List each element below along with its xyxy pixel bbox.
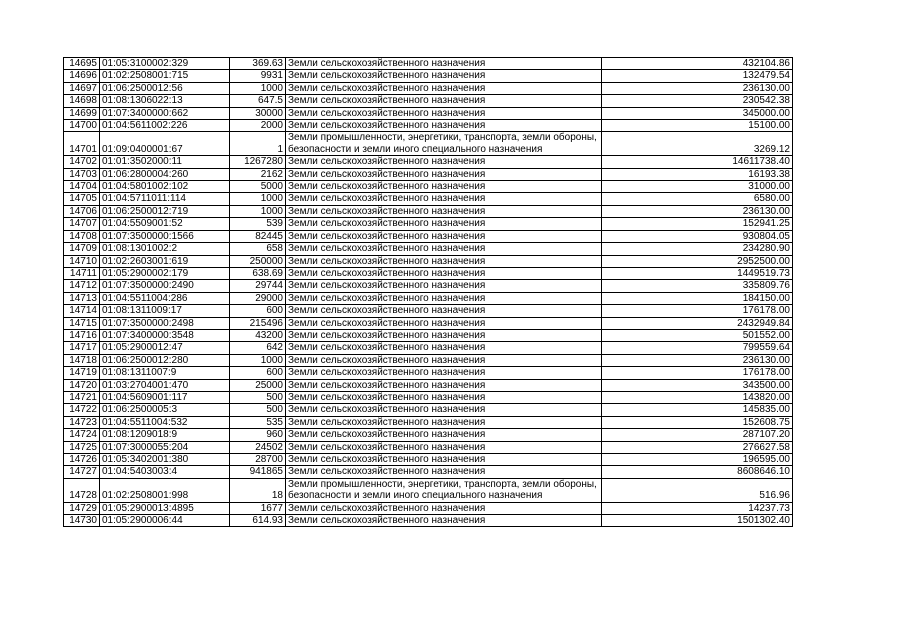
row-number-cell: 14715 [64, 317, 100, 329]
table-row [64, 168, 793, 180]
area-cell: 614.93 [230, 515, 286, 527]
area-cell: 28700 [230, 454, 286, 466]
cadastral-value-cell: 15100.00 [602, 120, 793, 132]
area-cell: 960 [230, 429, 286, 441]
cadastral-value-cell: 143820.00 [602, 391, 793, 403]
cadastral-number-cell: 01:05:2900013:4895 [100, 502, 230, 514]
land-category-cell: Земли сельскохозяйственного назначения [286, 404, 602, 416]
cadastral-value-cell: 3269.12 [602, 132, 793, 156]
area-cell: 642 [230, 342, 286, 354]
area-cell: 24502 [230, 441, 286, 453]
row-number-cell: 14723 [64, 416, 100, 428]
land-category-cell: Земли промышленности, энергетики, транспорта, земли обороны, безопасности и земли иного специального назначения [286, 132, 602, 156]
row-number-cell: 14724 [64, 429, 100, 441]
land-plots-table [63, 57, 793, 527]
row-number-cell: 14721 [64, 391, 100, 403]
land-category-cell: Земли сельскохозяйственного назначения [286, 168, 602, 180]
row-number-cell: 14712 [64, 280, 100, 292]
cadastral-value-cell: 196595.00 [602, 454, 793, 466]
land-category-cell: Земли сельскохозяйственного назначения [286, 58, 602, 70]
table-row [64, 58, 793, 70]
row-number-cell: 14725 [64, 441, 100, 453]
land-category-cell: Земли сельскохозяйственного назначения [286, 95, 602, 107]
row-number-cell: 14696 [64, 70, 100, 82]
area-cell: 29000 [230, 292, 286, 304]
cadastral-number-cell: 01:05:2900006:44 [100, 515, 230, 527]
cadastral-number-cell: 01:02:2508001:715 [100, 70, 230, 82]
cadastral-value-cell: 343500.00 [602, 379, 793, 391]
table-row [64, 317, 793, 329]
land-category-cell: Земли сельскохозяйственного назначения [286, 107, 602, 119]
row-number-cell: 14726 [64, 454, 100, 466]
table-row [64, 454, 793, 466]
row-number-cell: 14706 [64, 205, 100, 217]
row-number-cell: 14698 [64, 95, 100, 107]
table-row [64, 429, 793, 441]
table-row [64, 82, 793, 94]
area-cell: 1000 [230, 193, 286, 205]
land-category-cell: Земли сельскохозяйственного назначения [286, 329, 602, 341]
land-category-cell: Земли сельскохозяйственного назначения [286, 205, 602, 217]
cadastral-number-cell: 01:04:5801002:102 [100, 181, 230, 193]
cadastral-value-cell: 145835.00 [602, 404, 793, 416]
table-row [64, 230, 793, 242]
area-cell: 5000 [230, 181, 286, 193]
cadastral-number-cell: 01:07:3500000:1566 [100, 230, 230, 242]
row-number-cell: 14703 [64, 168, 100, 180]
row-number-cell: 14697 [64, 82, 100, 94]
row-number-cell: 14720 [64, 379, 100, 391]
land-category-cell: Земли сельскохозяйственного назначения [286, 391, 602, 403]
area-cell: 30000 [230, 107, 286, 119]
land-category-cell: Земли сельскохозяйственного назначения [286, 181, 602, 193]
cadastral-number-cell: 01:08:1311007:9 [100, 367, 230, 379]
table-row [64, 391, 793, 403]
cadastral-number-cell: 01:05:2900012:47 [100, 342, 230, 354]
table-row [64, 416, 793, 428]
table-row [64, 181, 793, 193]
row-number-cell: 14722 [64, 404, 100, 416]
cadastral-number-cell: 01:08:1311009:17 [100, 305, 230, 317]
cadastral-number-cell: 01:06:2500012:280 [100, 354, 230, 366]
cadastral-value-cell: 14611738.40 [602, 156, 793, 168]
cadastral-number-cell: 01:05:3100002:329 [100, 58, 230, 70]
cadastral-value-cell: 345000.00 [602, 107, 793, 119]
cadastral-value-cell: 287107.20 [602, 429, 793, 441]
land-category-cell: Земли сельскохозяйственного назначения [286, 230, 602, 242]
row-number-cell: 14729 [64, 502, 100, 514]
area-cell: 29744 [230, 280, 286, 292]
table-row [64, 95, 793, 107]
area-cell: 658 [230, 243, 286, 255]
land-category-cell: Земли сельскохозяйственного назначения [286, 292, 602, 304]
row-number-cell: 14695 [64, 58, 100, 70]
cadastral-value-cell: 930804.05 [602, 230, 793, 242]
cadastral-number-cell: 01:04:5403003:4 [100, 466, 230, 478]
table-row [64, 120, 793, 132]
area-cell: 2162 [230, 168, 286, 180]
land-category-cell: Земли сельскохозяйственного назначения [286, 82, 602, 94]
row-number-cell: 14701 [64, 132, 100, 156]
area-cell: 1677 [230, 502, 286, 514]
table-row [64, 305, 793, 317]
table-row [64, 280, 793, 292]
cadastral-value-cell: 152941.25 [602, 218, 793, 230]
row-number-cell: 14713 [64, 292, 100, 304]
table-row [64, 342, 793, 354]
land-category-cell: Земли сельскохозяйственного назначения [286, 70, 602, 82]
table-row [64, 478, 793, 502]
land-category-cell: Земли сельскохозяйственного назначения [286, 280, 602, 292]
row-number-cell: 14709 [64, 243, 100, 255]
land-category-cell: Земли сельскохозяйственного назначения [286, 515, 602, 527]
area-cell: 638.69 [230, 267, 286, 279]
row-number-cell: 14717 [64, 342, 100, 354]
row-number-cell: 14707 [64, 218, 100, 230]
row-number-cell: 14705 [64, 193, 100, 205]
cadastral-value-cell: 31000.00 [602, 181, 793, 193]
cadastral-value-cell: 1501302.40 [602, 515, 793, 527]
table-row [64, 132, 793, 156]
land-category-cell: Земли сельскохозяйственного назначения [286, 317, 602, 329]
land-category-cell: Земли сельскохозяйственного назначения [286, 454, 602, 466]
land-category-cell: Земли сельскохозяйственного назначения [286, 193, 602, 205]
cadastral-number-cell: 01:04:5611002:226 [100, 120, 230, 132]
cadastral-value-cell: 16193.38 [602, 168, 793, 180]
area-cell: 600 [230, 367, 286, 379]
cadastral-value-cell: 236130.00 [602, 205, 793, 217]
table-row [64, 107, 793, 119]
row-number-cell: 14710 [64, 255, 100, 267]
cadastral-value-cell: 152608.75 [602, 416, 793, 428]
land-category-cell: Земли промышленности, энергетики, транспорта, земли обороны, безопасности и земли иного специального назначения [286, 478, 602, 502]
row-number-cell: 14719 [64, 367, 100, 379]
area-cell: 500 [230, 404, 286, 416]
cadastral-number-cell: 01:04:5711011:114 [100, 193, 230, 205]
land-category-cell: Земли сельскохозяйственного назначения [286, 441, 602, 453]
area-cell: 1000 [230, 205, 286, 217]
cadastral-number-cell: 01:04:5509001:52 [100, 218, 230, 230]
table-row [64, 255, 793, 267]
cadastral-number-cell: 01:08:1301002:2 [100, 243, 230, 255]
cadastral-value-cell: 2952500.00 [602, 255, 793, 267]
area-cell: 539 [230, 218, 286, 230]
cadastral-value-cell: 14237.73 [602, 502, 793, 514]
cadastral-value-cell: 176178.00 [602, 305, 793, 317]
row-number-cell: 14699 [64, 107, 100, 119]
cadastral-number-cell: 01:07:3500000:2498 [100, 317, 230, 329]
cadastral-number-cell: 01:08:1306022:13 [100, 95, 230, 107]
cadastral-number-cell: 01:03:2704001:470 [100, 379, 230, 391]
land-category-cell: Земли сельскохозяйственного назначения [286, 379, 602, 391]
area-cell: 535 [230, 416, 286, 428]
cadastral-number-cell: 01:07:3400000:3548 [100, 329, 230, 341]
area-cell: 647.5 [230, 95, 286, 107]
area-cell: 9931 [230, 70, 286, 82]
land-category-cell: Земли сельскохозяйственного назначения [286, 502, 602, 514]
cadastral-value-cell: 1449519.73 [602, 267, 793, 279]
cadastral-number-cell: 01:02:2508001:998 [100, 478, 230, 502]
row-number-cell: 14727 [64, 466, 100, 478]
area-cell: 1267280 [230, 156, 286, 168]
cadastral-value-cell: 8608646.10 [602, 466, 793, 478]
land-category-cell: Земли сельскохозяйственного назначения [286, 429, 602, 441]
cadastral-number-cell: 01:01:3502000:11 [100, 156, 230, 168]
cadastral-value-cell: 184150.00 [602, 292, 793, 304]
cadastral-number-cell: 01:02:2603001:619 [100, 255, 230, 267]
cadastral-value-cell: 176178.00 [602, 367, 793, 379]
cadastral-value-cell: 2432949.84 [602, 317, 793, 329]
land-category-cell: Земли сельскохозяйственного назначения [286, 267, 602, 279]
table-row [64, 218, 793, 230]
land-category-cell: Земли сельскохозяйственного назначения [286, 354, 602, 366]
land-category-cell: Земли сельскохозяйственного назначения [286, 367, 602, 379]
cadastral-number-cell: 01:05:3402001:380 [100, 454, 230, 466]
cadastral-value-cell: 132479.54 [602, 70, 793, 82]
area-cell: 25000 [230, 379, 286, 391]
row-number-cell: 14714 [64, 305, 100, 317]
cadastral-value-cell: 516.96 [602, 478, 793, 502]
table-row [64, 515, 793, 527]
cadastral-number-cell: 01:04:5609001:117 [100, 391, 230, 403]
table-row [64, 243, 793, 255]
area-cell: 82445 [230, 230, 286, 242]
cadastral-value-cell: 236130.00 [602, 354, 793, 366]
land-category-cell: Земли сельскохозяйственного назначения [286, 255, 602, 267]
table-row [64, 466, 793, 478]
cadastral-number-cell: 01:06:2800004:260 [100, 168, 230, 180]
row-number-cell: 14728 [64, 478, 100, 502]
cadastral-value-cell: 799559.64 [602, 342, 793, 354]
cadastral-number-cell: 01:07:3000055:204 [100, 441, 230, 453]
area-cell: 1000 [230, 354, 286, 366]
table-row [64, 267, 793, 279]
table-row [64, 292, 793, 304]
cadastral-number-cell: 01:06:2500012:56 [100, 82, 230, 94]
row-number-cell: 14708 [64, 230, 100, 242]
land-category-cell: Земли сельскохозяйственного назначения [286, 156, 602, 168]
cadastral-number-cell: 01:07:3500000:2490 [100, 280, 230, 292]
row-number-cell: 14730 [64, 515, 100, 527]
area-cell: 369.63 [230, 58, 286, 70]
cadastral-value-cell: 230542.38 [602, 95, 793, 107]
table-row [64, 404, 793, 416]
cadastral-value-cell: 501552.00 [602, 329, 793, 341]
cadastral-number-cell: 01:04:5511004:286 [100, 292, 230, 304]
cadastral-value-cell: 276627.58 [602, 441, 793, 453]
cadastral-number-cell: 01:08:1209018:9 [100, 429, 230, 441]
land-category-cell: Земли сельскохозяйственного назначения [286, 416, 602, 428]
table-row [64, 156, 793, 168]
area-cell: 215496 [230, 317, 286, 329]
table-row [64, 193, 793, 205]
area-cell: 500 [230, 391, 286, 403]
row-number-cell: 14700 [64, 120, 100, 132]
table-row [64, 502, 793, 514]
cadastral-value-cell: 234280.90 [602, 243, 793, 255]
cadastral-number-cell: 01:05:2900002:179 [100, 267, 230, 279]
area-cell: 941865 [230, 466, 286, 478]
area-cell: 250000 [230, 255, 286, 267]
row-number-cell: 14704 [64, 181, 100, 193]
row-number-cell: 14716 [64, 329, 100, 341]
area-cell: 2000 [230, 120, 286, 132]
cadastral-value-cell: 6580.00 [602, 193, 793, 205]
land-category-cell: Земли сельскохозяйственного назначения [286, 466, 602, 478]
area-cell: 1000 [230, 82, 286, 94]
cadastral-value-cell: 236130.00 [602, 82, 793, 94]
table-row [64, 367, 793, 379]
land-category-cell: Земли сельскохозяйственного назначения [286, 218, 602, 230]
area-cell: 600 [230, 305, 286, 317]
cadastral-number-cell: 01:04:5511004:532 [100, 416, 230, 428]
land-category-cell: Земли сельскохозяйственного назначения [286, 342, 602, 354]
row-number-cell: 14702 [64, 156, 100, 168]
area-cell: 1 [230, 132, 286, 156]
cadastral-number-cell: 01:06:2500012:719 [100, 205, 230, 217]
area-cell: 18 [230, 478, 286, 502]
table-row [64, 70, 793, 82]
cadastral-number-cell: 01:07:3400000:662 [100, 107, 230, 119]
row-number-cell: 14718 [64, 354, 100, 366]
cadastral-value-cell: 335809.76 [602, 280, 793, 292]
table-body [64, 58, 793, 527]
land-category-cell: Земли сельскохозяйственного назначения [286, 243, 602, 255]
row-number-cell: 14711 [64, 267, 100, 279]
table-row [64, 354, 793, 366]
cadastral-value-cell: 432104.86 [602, 58, 793, 70]
table-row [64, 329, 793, 341]
table-row [64, 379, 793, 391]
land-category-cell: Земли сельскохозяйственного назначения [286, 305, 602, 317]
table-row [64, 441, 793, 453]
land-category-cell: Земли сельскохозяйственного назначения [286, 120, 602, 132]
cadastral-number-cell: 01:06:2500005:3 [100, 404, 230, 416]
cadastral-number-cell: 01:09:0400001:67 [100, 132, 230, 156]
table-row [64, 205, 793, 217]
area-cell: 43200 [230, 329, 286, 341]
